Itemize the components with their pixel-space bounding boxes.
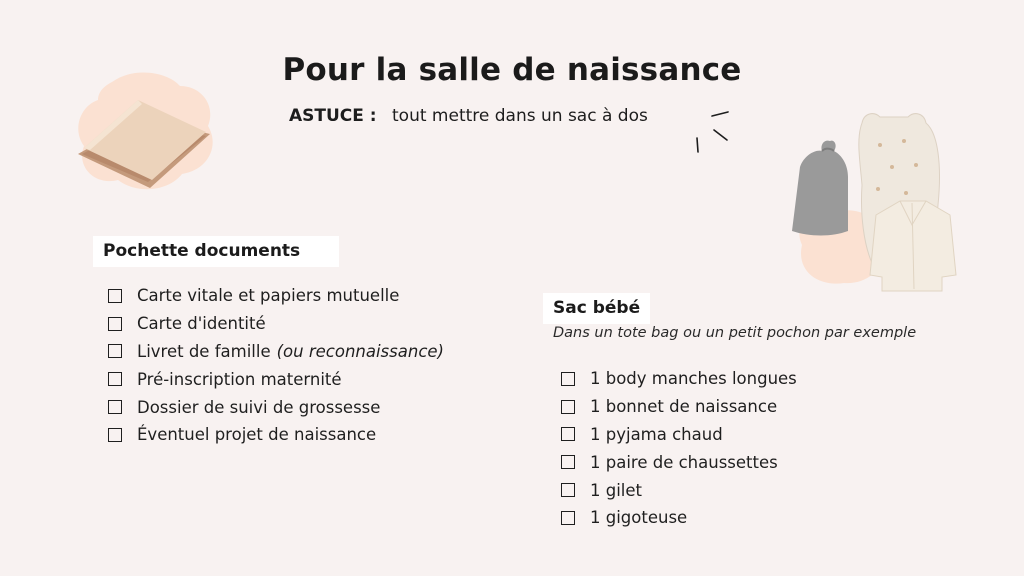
item-label: Carte d'identité — [137, 314, 266, 334]
checkbox[interactable] — [108, 428, 122, 442]
checklist-item — [108, 338, 444, 366]
checklist-item — [108, 282, 444, 310]
documents-checklist — [108, 282, 444, 449]
item-label: 1 gilet — [590, 480, 643, 500]
checklist-item — [108, 421, 444, 449]
checklist-item — [561, 504, 797, 532]
baby-clothes-illustration — [782, 105, 972, 295]
checklist-item — [561, 421, 797, 449]
checkbox[interactable] — [561, 372, 575, 386]
knot-hat — [792, 141, 848, 236]
document-folder-illustration — [72, 70, 222, 196]
checkbox[interactable] — [561, 427, 575, 441]
item-label: Pré-inscription maternité — [137, 369, 342, 389]
checklist-item — [108, 393, 444, 421]
checklist-item — [108, 365, 444, 393]
page-title: Pour la salle de naissance — [282, 52, 742, 88]
checkbox[interactable] — [108, 344, 122, 358]
checklist-item — [561, 365, 797, 393]
checkbox[interactable] — [561, 400, 575, 414]
tip-text: tout mettre dans un sac à dos — [392, 106, 648, 126]
item-label: 1 paire de chaussettes — [590, 452, 778, 472]
checkbox[interactable] — [108, 317, 122, 331]
item-label: 1 gigoteuse — [590, 508, 688, 528]
documents-heading: Pochette documents — [93, 236, 339, 267]
item-label: Carte vitale et papiers mutuelle — [137, 286, 400, 306]
checkbox[interactable] — [108, 372, 122, 386]
checkbox[interactable] — [561, 511, 575, 525]
item-label: 1 pyjama chaud — [590, 424, 723, 444]
checklist-item — [108, 310, 444, 338]
item-label: Livret de famille — [137, 341, 271, 361]
checkbox[interactable] — [561, 455, 575, 469]
checklist-item — [561, 476, 797, 504]
tip-label: ASTUCE : — [289, 106, 377, 126]
baby-bag-checklist — [561, 365, 797, 532]
checklist-item — [561, 393, 797, 421]
checkbox[interactable] — [108, 400, 122, 414]
sparkle-icon — [692, 108, 732, 156]
item-label: Dossier de suivi de grossesse — [137, 397, 381, 417]
baby-bag-heading: Sac bébé — [543, 293, 650, 324]
item-label: 1 bonnet de naissance — [590, 397, 778, 417]
item-label: 1 body manches longues — [590, 369, 797, 389]
item-label: Éventuel projet de naissance — [137, 425, 377, 445]
tip-line — [289, 106, 648, 126]
checkbox[interactable] — [561, 483, 575, 497]
checklist-item — [561, 448, 797, 476]
checkbox[interactable] — [108, 289, 122, 303]
baby-bag-subtitle: Dans un tote bag ou un petit pochon par exemple — [553, 325, 917, 341]
item-note: (ou reconnaissance) — [276, 341, 444, 361]
